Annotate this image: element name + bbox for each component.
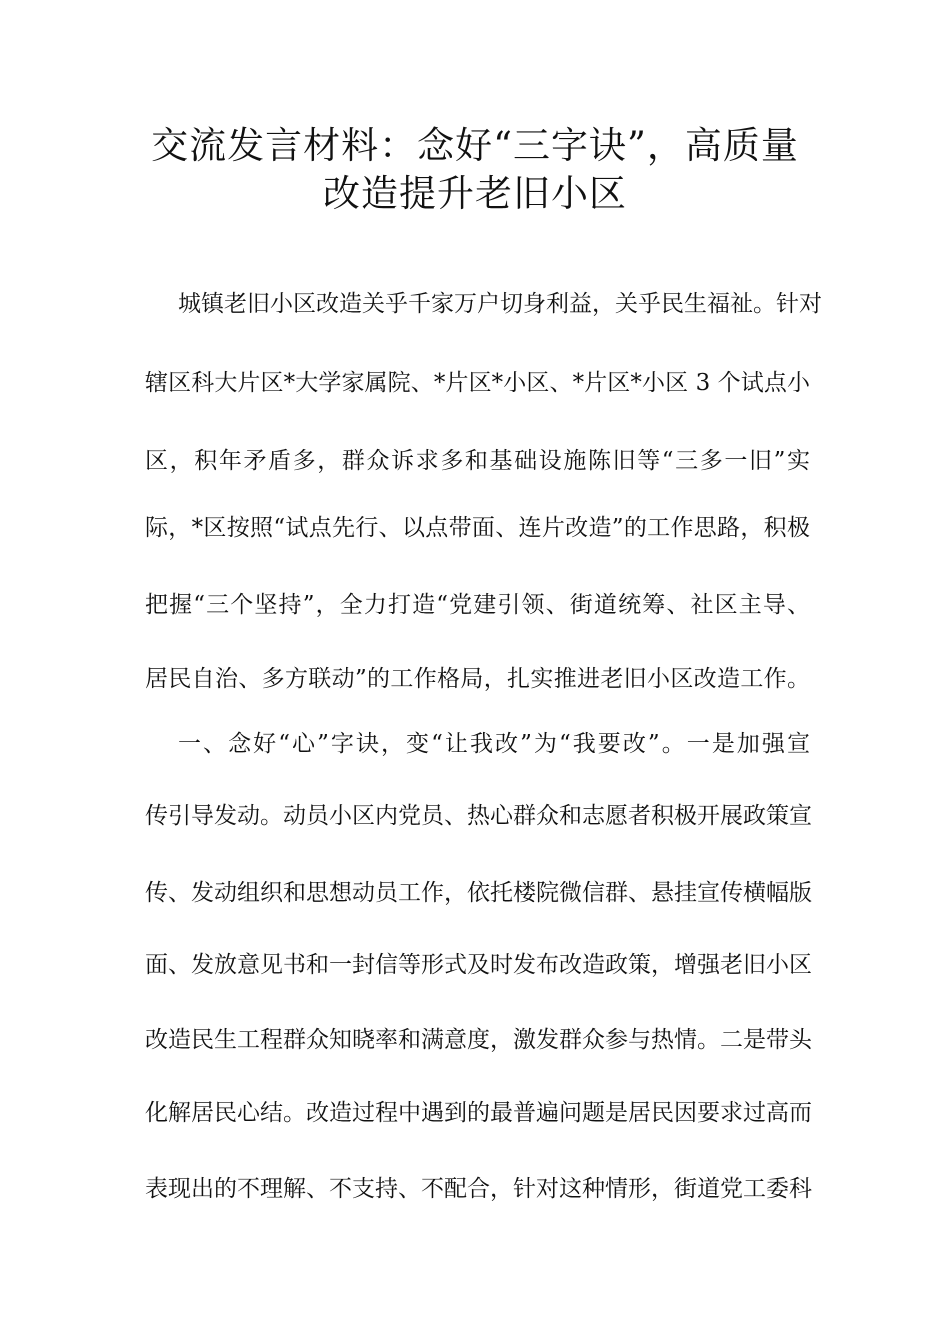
paragraph-2-line-6: 化解居民心结。改造过程中遇到的最普遍问题是居民因要求过高而	[145, 1100, 812, 1126]
document-title-line-1: 交流发言材料：念好“三字诀”，高质量	[151, 124, 799, 167]
paragraph-2-line-7: 表现出的不理解、不支持、不配合，针对这种情形，街道党工委科	[145, 1176, 812, 1202]
paragraph-2-line-1: 一、念好“心”字诀，变“让我改”为“我要改”。一是加强宣	[178, 731, 810, 757]
paragraph-1-line-6: 居民自治、多方联动”的工作格局，扎实推进老旧小区改造工作。	[145, 666, 810, 692]
document-title-line-2: 改造提升老旧小区	[323, 172, 627, 215]
paragraph-2-line-2: 传引导发动。动员小区内党员、热心群众和志愿者积极开展政策宣	[145, 803, 812, 829]
paragraph-1-line-5: 把握“三个坚持”，全力打造“党建引领、街道统筹、社区主导、	[145, 592, 810, 618]
paragraph-1-line-3: 区，积年矛盾多，群众诉求多和基础设施陈旧等“三多一旧”实	[145, 448, 810, 474]
paragraph-1-line-2: 辖区科大片区*大学家属院、*片区*小区、*片区*小区 3 个试点小	[145, 370, 810, 396]
paragraph-1-line-4: 际，*区按照“试点先行、以点带面、连片改造”的工作思路，积极	[145, 515, 810, 541]
paragraph-2-line-5: 改造民生工程群众知晓率和满意度，激发群众参与热情。二是带头	[145, 1027, 812, 1053]
paragraph-2-line-3: 传、发动组织和思想动员工作，依托楼院微信群、悬挂宣传横幅版	[145, 880, 812, 906]
paragraph-2-line-4: 面、发放意见书和一封信等形式及时发布改造政策，增强老旧小区	[145, 952, 812, 978]
paragraph-1-line-1: 城镇老旧小区改造关乎千家万户切身利益，关乎民生福祉。针对	[178, 291, 822, 317]
